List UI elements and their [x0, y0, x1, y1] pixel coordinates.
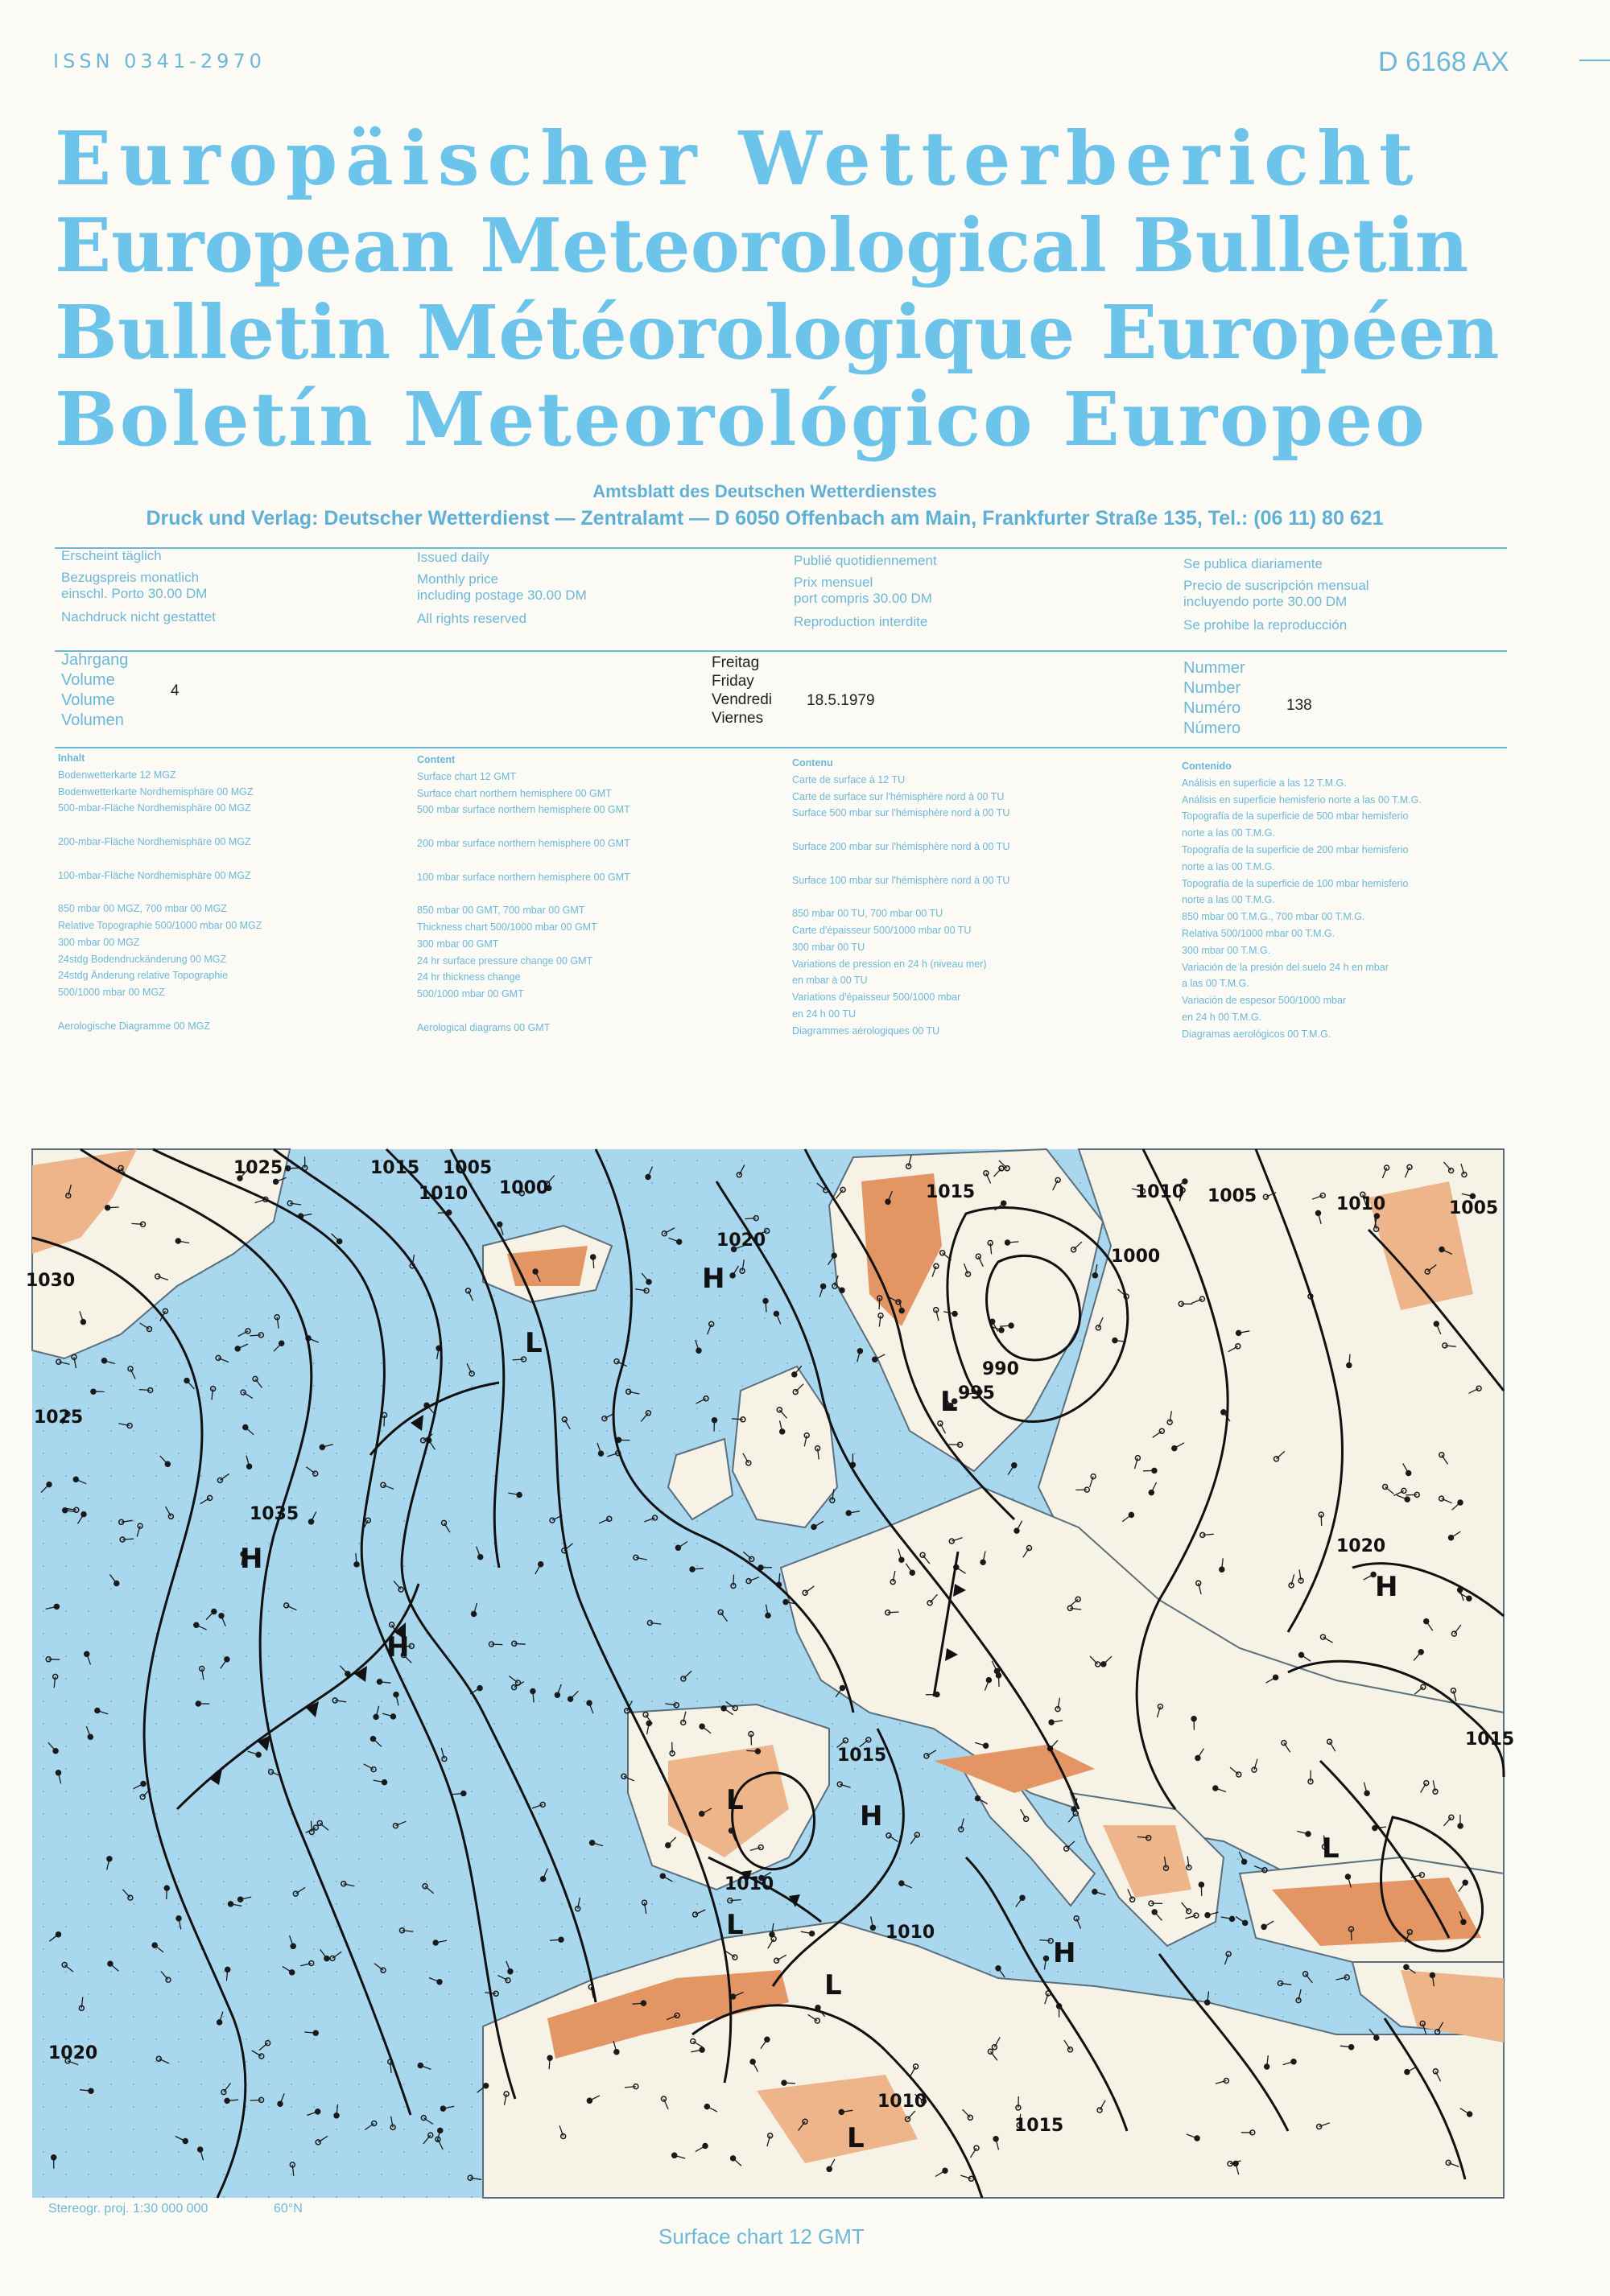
isobar-label: 1020 — [716, 1230, 766, 1251]
wind-barb — [108, 1207, 119, 1208]
isobar-label: 1010 — [724, 1874, 774, 1894]
contents-german: Inhalt Bodenwetterkarte 12 MGZ Bodenwetterkarte Nordhemisphäre 00 MGZ 500-mbar-Fläche Nordhemisphäre 00 MGZ 200-mbar-Fläche Nordhemisphäre 00 MGZ 100-mbar-Fläche Nordhemisphäre 00 MGZ 850 mbar 00 MGZ, 700 mbar 00 MGZ Relative Topographie 500/1000 mbar 00 MGZ 300 mbar 00 MGZ 24stdg Bodendruckänderung 00 MGZ 24stdg Änderung relative Topographie 500/1000 mbar 00 MGZ Aerologische Diagramme 00 MGZ — [58, 752, 262, 1032]
title-french: Bulletin Météorologique Européen — [55, 289, 1500, 376]
title-spanish: Boletín Meteorológico Europeo — [55, 376, 1427, 463]
number-value: 138 — [1286, 697, 1312, 714]
wind-barb — [514, 1643, 526, 1644]
station-marker — [309, 1519, 314, 1524]
weather-map-graphic — [26, 1149, 1515, 2198]
wind-barb — [888, 1612, 899, 1613]
station-marker — [730, 1273, 735, 1278]
isobar-label: 1030 — [26, 1271, 76, 1291]
wind-barb — [746, 1750, 758, 1751]
station-marker — [291, 1944, 295, 1948]
high-center: H — [860, 1800, 883, 1832]
isobar-label: 1010 — [1135, 1182, 1185, 1202]
title-german: Europäischer Wetterbericht — [55, 115, 1422, 202]
isobar-label: 995 — [958, 1383, 995, 1404]
info-column-german: Erscheint täglich Bezugspreis monatlich einschl. Porto 30.00 DM Nachdruck nicht gestattet — [61, 548, 216, 624]
station-marker — [811, 1524, 816, 1529]
info-column-french: Publié quotidiennement Prix mensuel port compris 30.00 DM Reproduction interdite — [794, 553, 937, 629]
high-center: H — [240, 1543, 263, 1575]
isobar-label: 1010 — [886, 1923, 935, 1943]
wind-barb — [879, 1298, 880, 1309]
isobar-label: 1025 — [34, 1408, 84, 1428]
station-marker — [1405, 2070, 1410, 2075]
wind-barb — [751, 1734, 752, 1746]
isobar-label: 1015 — [370, 1158, 420, 1178]
station-marker — [827, 2166, 832, 2171]
divider — [55, 547, 1507, 549]
isobar-label: 1000 — [1111, 1247, 1161, 1267]
isobar-label: 1010 — [877, 2092, 927, 2112]
wind-barb — [513, 1359, 524, 1360]
low-center: L — [1322, 1832, 1340, 1865]
divider — [55, 747, 1507, 748]
publisher-address-line: Druck und Verlag: Deutscher Wetterdienst — Zentralamt — D 6050 Offenbach am Main, Frankfurter Straße 135, Tel.: (06 11) 80 621 — [146, 507, 1384, 530]
isobar-label: 1020 — [48, 2043, 98, 2063]
edge-mark — [1579, 60, 1610, 61]
isobar-label: 1005 — [443, 1158, 493, 1178]
high-center: H — [1375, 1571, 1398, 1603]
info-column-spanish: Se publica diariamente Precio de suscripción mensual incluyendo porte 30.00 DM Se prohibe la reproducción — [1183, 556, 1369, 633]
isobar-label: 1015 — [926, 1182, 976, 1202]
latitude-note: 60°N — [274, 2202, 303, 2216]
wind-barb — [1321, 1515, 1322, 1526]
wind-barb — [714, 1420, 715, 1432]
wind-barb — [492, 1644, 503, 1645]
volume-labels: Jahrgang Volume Volume Volumen — [61, 651, 129, 729]
high-center: H — [702, 1263, 725, 1295]
contents-english: Content Surface chart 12 GMT Surface chart northern hemisphere 00 GMT 500 mbar surface northern hemisphere 00 GMT 200 mbar surface northern hemisphere 00 GMT 100 mbar surface northern hemisphere 00 GMT 850 mbar 00 GMT, 700 mbar 00 GMT Thickness chart 500/1000 mbar 00 GMT 300 mbar 00 GMT 24 hr surface pressure change 00 GMT 24 hr thickness change 500/1000 mbar 00 GMT Aerological diagrams 00 GMT — [417, 754, 630, 1033]
isobar-label: 1025 — [233, 1158, 283, 1178]
station-marker — [1261, 1924, 1266, 1929]
wind-barb — [733, 1575, 734, 1586]
surface-chart-map — [26, 1149, 1515, 2198]
station-marker — [999, 1328, 1004, 1333]
info-column-english: Issued daily Monthly price including postage 30.00 DM All rights reserved — [417, 550, 587, 626]
isobar-label: 1000 — [499, 1178, 549, 1198]
projection-note: Stereogr. proj. 1:30 000 000 — [48, 2202, 208, 2216]
low-center: L — [940, 1386, 958, 1418]
station-marker — [88, 1734, 93, 1739]
volume-value: 4 — [171, 682, 180, 699]
low-center: L — [847, 2122, 865, 2154]
high-center: H — [1053, 1937, 1076, 1969]
station-marker — [886, 1199, 890, 1204]
issn-number: ISSN 0341-2970 — [53, 50, 266, 72]
official-gazette-line: Amtsblatt des Deutschen Wetterdienstes — [592, 481, 937, 501]
map-caption: Surface chart 12 GMT — [658, 2224, 865, 2249]
isobar-label: 1015 — [1014, 2116, 1064, 2136]
issue-date: 18.5.1979 — [807, 692, 875, 709]
station-marker — [1274, 1675, 1278, 1680]
divider — [55, 650, 1507, 652]
wind-barb — [438, 1213, 449, 1214]
low-center: L — [525, 1327, 543, 1359]
isobar-label: 1035 — [250, 1504, 299, 1524]
isobar-label: 990 — [982, 1359, 1019, 1379]
isobar-label: 1005 — [1208, 1186, 1257, 1206]
station-marker — [700, 1812, 704, 1816]
wind-barb — [999, 1676, 1000, 1687]
isobar-label: 1005 — [1449, 1198, 1499, 1218]
low-center: L — [824, 1969, 842, 2001]
isobar-label: 1010 — [419, 1184, 469, 1204]
isobar-label: 1015 — [1465, 1729, 1515, 1750]
wind-barb — [732, 1419, 743, 1420]
station-marker — [316, 2109, 320, 2114]
low-center: L — [726, 1909, 744, 1941]
contents-spanish: Contenido Análisis en superficie a las 12 T.M.G. Análisis en superficie hemisferio norte a las 00 T.M.G. Topografía de la superficie de 500 mbar hemisferio norte a las 00 T.M.G. Topografía de la superficie de 200 mbar hemisferio norte a las 00 T.M.G. Topografía de la superficie de 100 mbar hemisferio norte a las 00 T.M.G. 850 mbar 00 T.M.G., 700 mbar 00 T.M.G. Relativa 500/1000 mbar 00 T.M.G. 300 mbar 00 T.M.G. Variación de la presión del suelo 24 h en mbar a las 00 T.M.G. Variación de espesor 500/1000 mbar en 24 h 00 T.M.G. Diagramas aerológicos 00 T.M.G. — [1182, 761, 1422, 1040]
isobar-label: 1020 — [1336, 1536, 1386, 1556]
isobar-label: 1015 — [837, 1746, 887, 1766]
isobar-label: 1010 — [1336, 1194, 1386, 1214]
station-marker — [1461, 1919, 1466, 1924]
station-marker — [539, 1562, 543, 1567]
wind-barb — [384, 1415, 385, 1426]
contents-french: Contenu Carte de surface à 12 TU Carte de surface sur l'hémisphère nord à 00 TU Surface 500 mbar sur l'hémisphère nord à 00 TU Surface 200 mbar sur l'hémisphère nord à 00 TU Surface 100 mbar sur l'hémisphère nord à 00 TU 850 mbar 00 TU, 700 mbar 00 TU Carte d'épaisseur 500/1000 mbar 00 TU 300 mbar 00 TU Variations de pression en 24 h (niveau mer) en mbar à 00 TU Variations d'épaisseur 500/1000 mbar en 24 h 00 TU Diagrammes aérologiques 00 TU — [792, 757, 1010, 1037]
title-english: European Meteorological Bulletin — [55, 202, 1469, 289]
station-marker — [274, 1179, 279, 1184]
weekday-labels: Freitag Friday Vendredi Viernes — [712, 654, 773, 727]
wind-barb — [1351, 1929, 1352, 1940]
wind-barb — [784, 2083, 795, 2084]
station-marker — [750, 2059, 755, 2064]
publication-code: D 6168 AX — [1378, 47, 1509, 77]
wind-barb — [132, 1223, 143, 1224]
low-center: L — [726, 1784, 744, 1816]
number-labels: Nummer Number Numéro Número — [1183, 659, 1245, 737]
high-center: H — [386, 1631, 410, 1663]
station-marker — [219, 1614, 224, 1618]
wind-barb — [139, 1390, 151, 1391]
wind-barb — [122, 1539, 134, 1540]
